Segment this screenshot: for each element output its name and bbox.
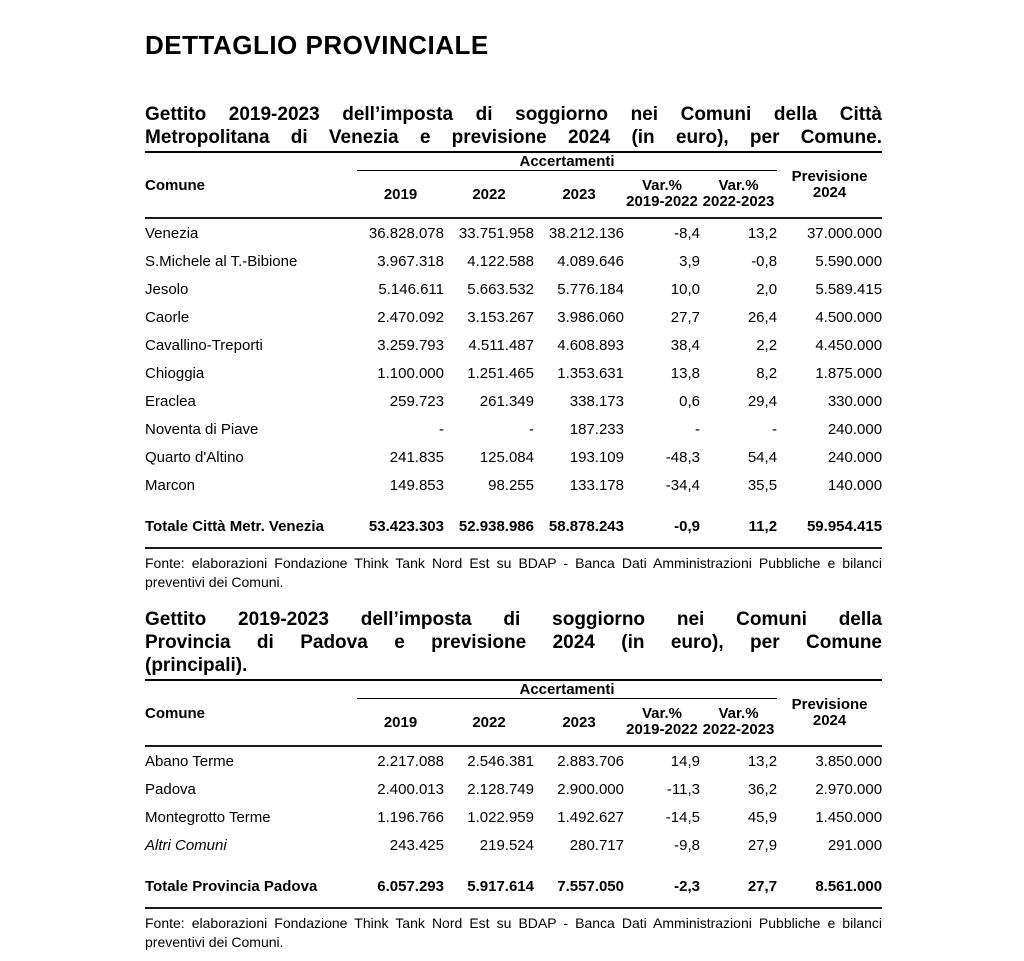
value-cell: -0,8: [751, 252, 778, 270]
value-cell: 125.084: [479, 448, 534, 466]
value-cell: 37.000.000: [806, 224, 883, 242]
value-cell: 36,2: [747, 780, 778, 798]
total-value-cell: 7.557.050: [534, 859, 624, 908]
table-row: [145, 359, 882, 387]
value-cell: 0,6: [679, 392, 700, 410]
value-cell: 8,2: [756, 364, 778, 382]
previsione-label: Previsione: [791, 168, 868, 185]
total-value-cell: 8.561.000: [777, 859, 882, 908]
value-cell: 187.233: [569, 420, 624, 438]
page-title: DETTAGLIO PROVINCIALE: [145, 30, 489, 60]
padova-table-header: [145, 681, 882, 746]
table-row: [145, 275, 882, 303]
value-cell: 4.511.487: [468, 336, 534, 354]
venezia-table: [145, 153, 882, 549]
table-row: [145, 387, 882, 415]
total-row-padova: [145, 859, 882, 908]
value-cell: 33.751.958: [458, 224, 534, 242]
total-value-cell: 59.954.415: [777, 499, 882, 548]
previsione-year: 2024: [812, 184, 847, 201]
total-value-cell: 53.423.303: [357, 499, 444, 548]
value-cell: 35,5: [747, 476, 778, 494]
value-cell: -8,4: [674, 224, 700, 242]
comune-cell: Venezia: [145, 224, 199, 242]
value-cell: 2,2: [756, 336, 778, 354]
previsione-year: 2024: [812, 712, 847, 729]
value-cell: -: [772, 420, 778, 438]
comune-cell: Marcon: [145, 476, 196, 494]
value-cell: -: [529, 420, 534, 438]
column-header-2019: 2019: [357, 699, 444, 747]
comune-cell: Cavallino-Treporti: [145, 336, 263, 354]
total-value-cell: 52.938.986: [444, 499, 534, 548]
value-cell: 3.153.267: [467, 308, 534, 326]
value-cell: 4.500.000: [815, 308, 883, 326]
total-value-cell: 58.878.243: [534, 499, 624, 548]
value-cell: 38,4: [670, 336, 700, 354]
table2-heading-line3: (principali).: [145, 655, 248, 676]
value-cell: 149.853: [389, 476, 444, 494]
value-cell: 2.217.088: [377, 752, 444, 770]
value-cell: 219.524: [479, 836, 534, 854]
value-cell: -48,3: [665, 448, 700, 466]
source-note-padova: Fonte: elaborazioni Fondazione Think Tank Nord Est su BDAP - Banca Dati Amministrazioni Pubbliche e bilanci preventivi dei Comuni.: [145, 915, 882, 950]
value-cell: 5.663.532: [467, 280, 534, 298]
table1-heading-line1: Gettito 2019-2023 dell’imposta di soggiorno nei Comuni della Città: [145, 104, 882, 125]
value-cell: 3.259.793: [377, 336, 444, 354]
value-cell: 5.146.611: [378, 280, 444, 298]
value-cell: 1.875.000: [815, 364, 883, 382]
value-cell: 13,2: [747, 224, 778, 242]
total-value-cell: 11,2: [700, 499, 777, 548]
total-label: Totale Provincia Padova: [145, 859, 357, 908]
value-cell: 2.400.013: [377, 780, 444, 798]
value-cell: 2.900.000: [557, 780, 624, 798]
value-cell: 259.723: [389, 392, 444, 410]
comune-cell: Caorle: [145, 308, 190, 326]
table1-heading: [145, 103, 882, 153]
table-row: [145, 415, 882, 443]
column-header-var-2019-2022: Var.% 2019-2022: [624, 699, 700, 747]
table-row: [145, 331, 882, 359]
table-row: [145, 303, 882, 331]
comune-cell: Chioggia: [145, 364, 205, 382]
value-cell: 338.173: [569, 392, 624, 410]
column-header-accertamenti: Accertamenti: [357, 681, 777, 699]
value-cell: 2.883.706: [557, 752, 624, 770]
value-cell: 5.776.184: [557, 280, 624, 298]
value-cell: 98.255: [488, 476, 534, 494]
value-cell: 133.178: [569, 476, 624, 494]
value-cell: 3.850.000: [815, 752, 883, 770]
total-row-venezia: [145, 499, 882, 548]
value-cell: 4.122.588: [467, 252, 534, 270]
value-cell: 26,4: [747, 308, 778, 326]
value-cell: 5.589.415: [815, 280, 883, 298]
value-cell: 1.450.000: [815, 808, 883, 826]
value-cell: 13,2: [747, 752, 778, 770]
value-cell: -: [439, 420, 444, 438]
padova-table: [145, 681, 882, 909]
value-cell: 1.251.465: [467, 364, 534, 382]
value-cell: 1.353.631: [557, 364, 624, 382]
value-cell: 45,9: [747, 808, 778, 826]
comune-cell: Montegrotto Terme: [145, 808, 271, 826]
value-cell: 10,0: [670, 280, 700, 298]
column-header-previsione: [777, 681, 882, 746]
value-cell: 1.022.959: [467, 808, 534, 826]
column-header-comune: Comune: [145, 153, 357, 218]
value-cell: -14,5: [665, 808, 700, 826]
column-header-2023: 2023: [534, 699, 624, 747]
column-header-2022: 2022: [444, 699, 534, 747]
table-row: [145, 247, 882, 275]
total-value-cell: -0,9: [624, 499, 700, 548]
value-cell: 13,8: [670, 364, 700, 382]
table-row: [145, 471, 882, 499]
previsione-label: Previsione: [791, 696, 868, 713]
column-header-accertamenti: Accertamenti: [357, 153, 777, 171]
table2-heading: [145, 608, 882, 681]
total-value-cell: 27,7: [700, 859, 777, 908]
value-cell: 240.000: [827, 420, 883, 438]
table2-heading-line1: Gettito 2019-2023 dell’imposta di soggiorno nei Comuni della: [145, 609, 882, 630]
value-cell: 3.986.060: [557, 308, 624, 326]
value-cell: 330.000: [827, 392, 883, 410]
value-cell: 38.212.136: [548, 224, 624, 242]
value-cell: 291.000: [827, 836, 883, 854]
value-cell: 193.109: [569, 448, 624, 466]
value-cell: 2.128.749: [467, 780, 534, 798]
table-row: [145, 443, 882, 471]
column-header-2019: 2019: [357, 171, 444, 219]
value-cell: 3.967.318: [377, 252, 444, 270]
column-header-2022: 2022: [444, 171, 534, 219]
comune-cell: Noventa di Piave: [145, 420, 259, 438]
total-value-cell: 6.057.293: [357, 859, 444, 908]
total-value-cell: 5.917.614: [444, 859, 534, 908]
column-header-previsione: [777, 153, 882, 218]
value-cell: 2.970.000: [815, 780, 883, 798]
table-row: [145, 746, 882, 775]
value-cell: 2.470.092: [377, 308, 444, 326]
value-cell: 241.835: [389, 448, 444, 466]
document-content: [145, 0, 882, 952]
value-cell: 1.492.627: [557, 808, 624, 826]
value-cell: 36.828.078: [368, 224, 444, 242]
column-header-var-2019-2022: Var.% 2019-2022: [624, 171, 700, 219]
venezia-table-header: [145, 153, 882, 218]
value-cell: 4.608.893: [557, 336, 624, 354]
comune-cell: Altri Comuni: [145, 836, 227, 854]
column-header-comune: Comune: [145, 681, 357, 746]
table-row: [145, 803, 882, 831]
comune-cell: Quarto d'Altino: [145, 448, 244, 466]
value-cell: -34,4: [665, 476, 700, 494]
comune-cell: Padova: [145, 780, 196, 798]
comune-cell: Eraclea: [145, 392, 196, 410]
value-cell: 3,9: [679, 252, 700, 270]
value-cell: 280.717: [569, 836, 624, 854]
value-cell: 29,4: [747, 392, 778, 410]
value-cell: -9,8: [674, 836, 700, 854]
value-cell: 1.196.766: [377, 808, 444, 826]
value-cell: 14,9: [670, 752, 700, 770]
table1-heading-line2: Metropolitana di Venezia e previsione 2024 (in euro), per Comune.: [145, 127, 882, 148]
table2-heading-line2: Provincia di Padova e previsione 2024 (in euro), per Comune: [145, 632, 882, 653]
value-cell: 1.100.000: [377, 364, 444, 382]
value-cell: 261.349: [479, 392, 534, 410]
value-cell: 4.089.646: [557, 252, 624, 270]
value-cell: 2.546.381: [467, 752, 534, 770]
value-cell: 243.425: [389, 836, 444, 854]
comune-cell: S.Michele al T.-Bibione: [145, 252, 298, 270]
value-cell: 5.590.000: [815, 252, 883, 270]
comune-cell: Abano Terme: [145, 752, 234, 770]
column-header-var-2022-2023: Var.% 2022-2023: [700, 171, 777, 219]
value-cell: -: [695, 420, 700, 438]
source-note-venezia: Fonte: elaborazioni Fondazione Think Tank Nord Est su BDAP - Banca Dati Amministrazioni Pubbliche e bilanci preventivi dei Comuni.: [145, 555, 882, 590]
comune-cell: Jesolo: [145, 280, 189, 298]
value-cell: 27,9: [747, 836, 778, 854]
table-row: [145, 218, 882, 247]
total-label: Totale Città Metr. Venezia: [145, 499, 357, 548]
value-cell: 27,7: [670, 308, 700, 326]
value-cell: 240.000: [827, 448, 883, 466]
value-cell: 4.450.000: [815, 336, 883, 354]
column-header-2023: 2023: [534, 171, 624, 219]
table-row-altri-comuni: [145, 831, 882, 859]
table-row: [145, 775, 882, 803]
value-cell: 140.000: [827, 476, 883, 494]
value-cell: -11,3: [666, 780, 700, 798]
column-header-var-2022-2023: Var.% 2022-2023: [700, 699, 777, 747]
total-value-cell: -2,3: [624, 859, 700, 908]
value-cell: 54,4: [747, 448, 778, 466]
value-cell: 2,0: [756, 280, 778, 298]
